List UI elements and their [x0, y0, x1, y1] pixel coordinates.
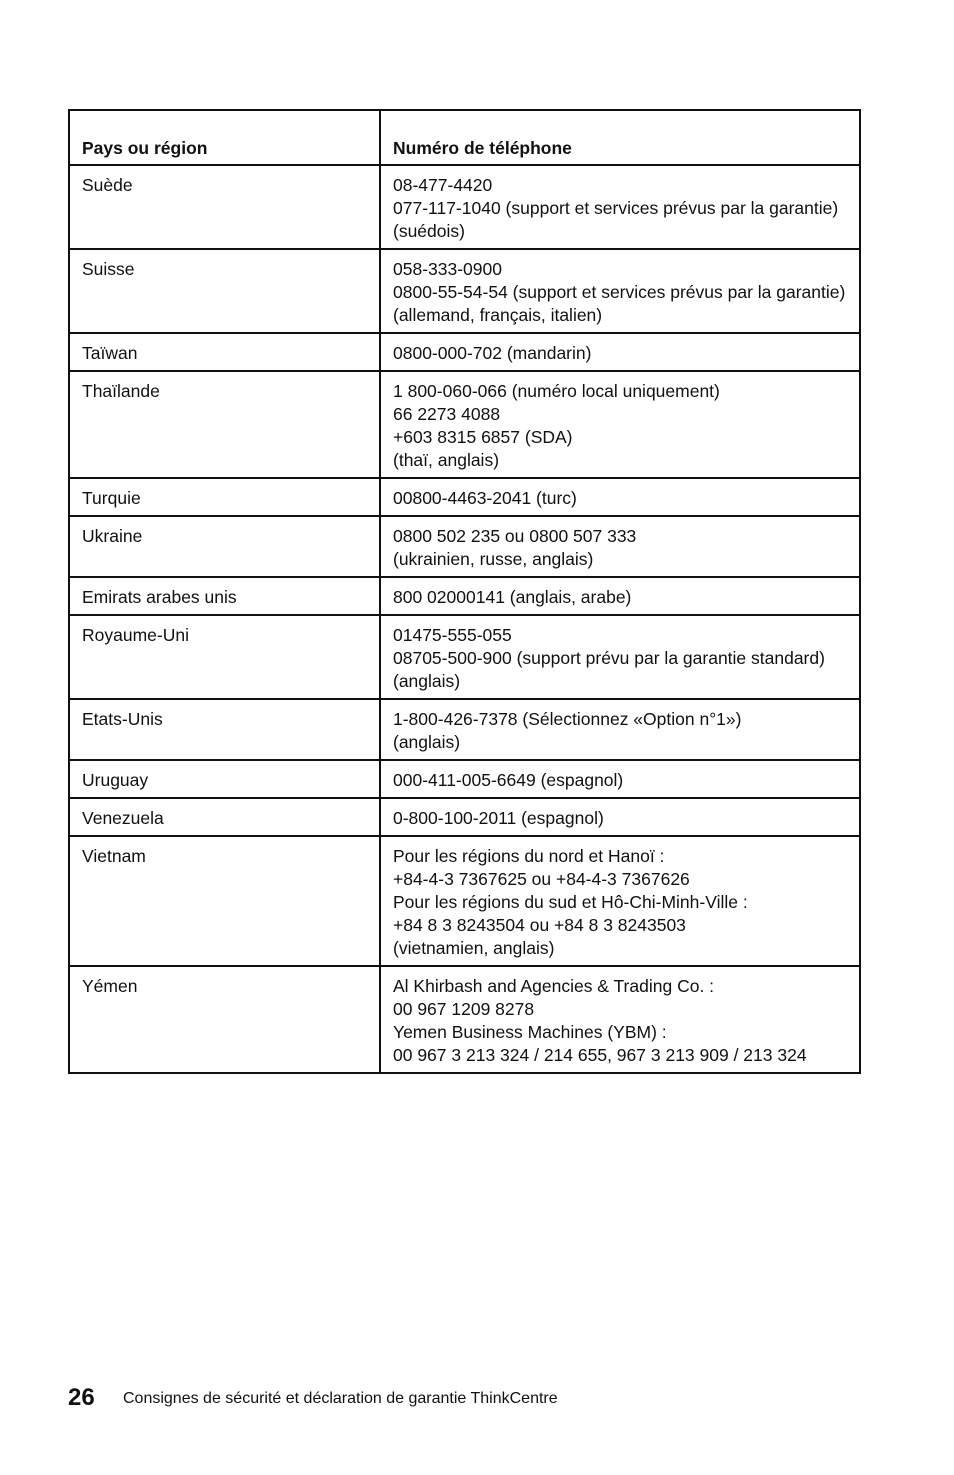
- table-row: [69, 333, 860, 371]
- phone-line: (thaï, anglais): [393, 450, 500, 470]
- phone-line: 0-800-100-2011 (espagnol): [393, 808, 604, 828]
- phone-cell: [380, 371, 860, 478]
- table-row: [69, 249, 860, 333]
- country-cell: Venezuela: [69, 798, 380, 836]
- table-row: [69, 699, 860, 760]
- country-cell: Suède: [69, 165, 380, 249]
- page-number: 26: [68, 1384, 95, 1411]
- country-cell: Turquie: [69, 478, 380, 516]
- phone-line: 0800-000-702 (mandarin): [393, 343, 592, 363]
- phone-line: Pour les régions du sud et Hô-Chi-Minh-Ville :: [393, 892, 748, 912]
- phone-line: 01475-555-055: [393, 625, 512, 645]
- table-row: [69, 516, 860, 577]
- phone-line: (suédois): [393, 221, 465, 241]
- country-cell: Yémen: [69, 966, 380, 1073]
- phone-line: 66 2273 4088: [393, 404, 501, 424]
- phone-line: Al Khirbash and Agencies & Trading Co. :: [393, 976, 715, 996]
- phone-line: 1 800-060-066 (numéro local uniquement): [393, 381, 720, 401]
- phone-cell: [380, 836, 860, 966]
- phone-cell: [380, 577, 860, 615]
- phone-line: 0800 502 235 ou 0800 507 333: [393, 526, 637, 546]
- country-cell: Uruguay: [69, 760, 380, 798]
- country-cell: Etats-Unis: [69, 699, 380, 760]
- header-country: Pays ou région: [69, 110, 380, 165]
- phone-line: Pour les régions du nord et Hanoï :: [393, 846, 665, 866]
- phone-cell: [380, 249, 860, 333]
- phone-cell: [380, 760, 860, 798]
- phone-cell: [380, 615, 860, 699]
- phone-line: 00 967 3 213 324 / 214 655, 967 3 213 909 / 213 324: [393, 1045, 807, 1065]
- phone-line: 000-411-005-6649 (espagnol): [393, 770, 624, 790]
- phone-cell: [380, 966, 860, 1073]
- phone-line: 00800-4463-2041 (turc): [393, 488, 577, 508]
- table-header-row: [69, 110, 860, 165]
- phone-line: 058-333-0900: [393, 259, 502, 279]
- phone-cell: [380, 165, 860, 249]
- country-cell: Taïwan: [69, 333, 380, 371]
- country-cell: Suisse: [69, 249, 380, 333]
- phone-cell: [380, 478, 860, 516]
- phone-cell: [380, 699, 860, 760]
- phone-line: (vietnamien, anglais): [393, 938, 555, 958]
- table-row: [69, 371, 860, 478]
- footer-title: Consignes de sécurité et déclaration de garantie ThinkCentre: [123, 1390, 558, 1407]
- phone-line: +84 8 3 8243504 ou +84 8 3 8243503: [393, 915, 686, 935]
- table-row: [69, 836, 860, 966]
- phone-line: (anglais): [393, 732, 461, 752]
- phone-line: (anglais): [393, 671, 461, 691]
- phone-line: 00 967 1209 8278: [393, 999, 535, 1019]
- phone-line: 0800-55-54-54 (support et services prévus par la garantie): [393, 282, 846, 302]
- phone-line: +603 8315 6857 (SDA): [393, 427, 573, 447]
- table-row: [69, 798, 860, 836]
- phone-line: 077-117-1040 (support et services prévus par la garantie): [393, 198, 839, 218]
- phone-line: 08705-500-900 (support prévu par la garantie standard): [393, 648, 825, 668]
- table-row: [69, 165, 860, 249]
- table-row: [69, 615, 860, 699]
- phone-cell: [380, 798, 860, 836]
- country-cell: Vietnam: [69, 836, 380, 966]
- phone-line: 08-477-4420: [393, 175, 493, 195]
- phone-line: 1-800-426-7378 (Sélectionnez «Option n°1»): [393, 709, 742, 729]
- phone-cell: [380, 516, 860, 577]
- table-row: [69, 760, 860, 798]
- phone-cell: [380, 333, 860, 371]
- support-phone-table: [68, 109, 861, 1074]
- phone-line: 800 02000141 (anglais, arabe): [393, 587, 632, 607]
- phone-line: +84-4-3 7367625 ou +84-4-3 7367626: [393, 869, 690, 889]
- header-phone: Numéro de téléphone: [380, 110, 860, 165]
- country-cell: Royaume-Uni: [69, 615, 380, 699]
- table-row: [69, 966, 860, 1073]
- phone-line: (allemand, français, italien): [393, 305, 603, 325]
- phone-line: Yemen Business Machines (YBM) :: [393, 1022, 667, 1042]
- phone-line: (ukrainien, russe, anglais): [393, 549, 594, 569]
- country-cell: Emirats arabes unis: [69, 577, 380, 615]
- table-row: [69, 478, 860, 516]
- table-row: [69, 577, 860, 615]
- country-cell: Thaïlande: [69, 371, 380, 478]
- country-cell: Ukraine: [69, 516, 380, 577]
